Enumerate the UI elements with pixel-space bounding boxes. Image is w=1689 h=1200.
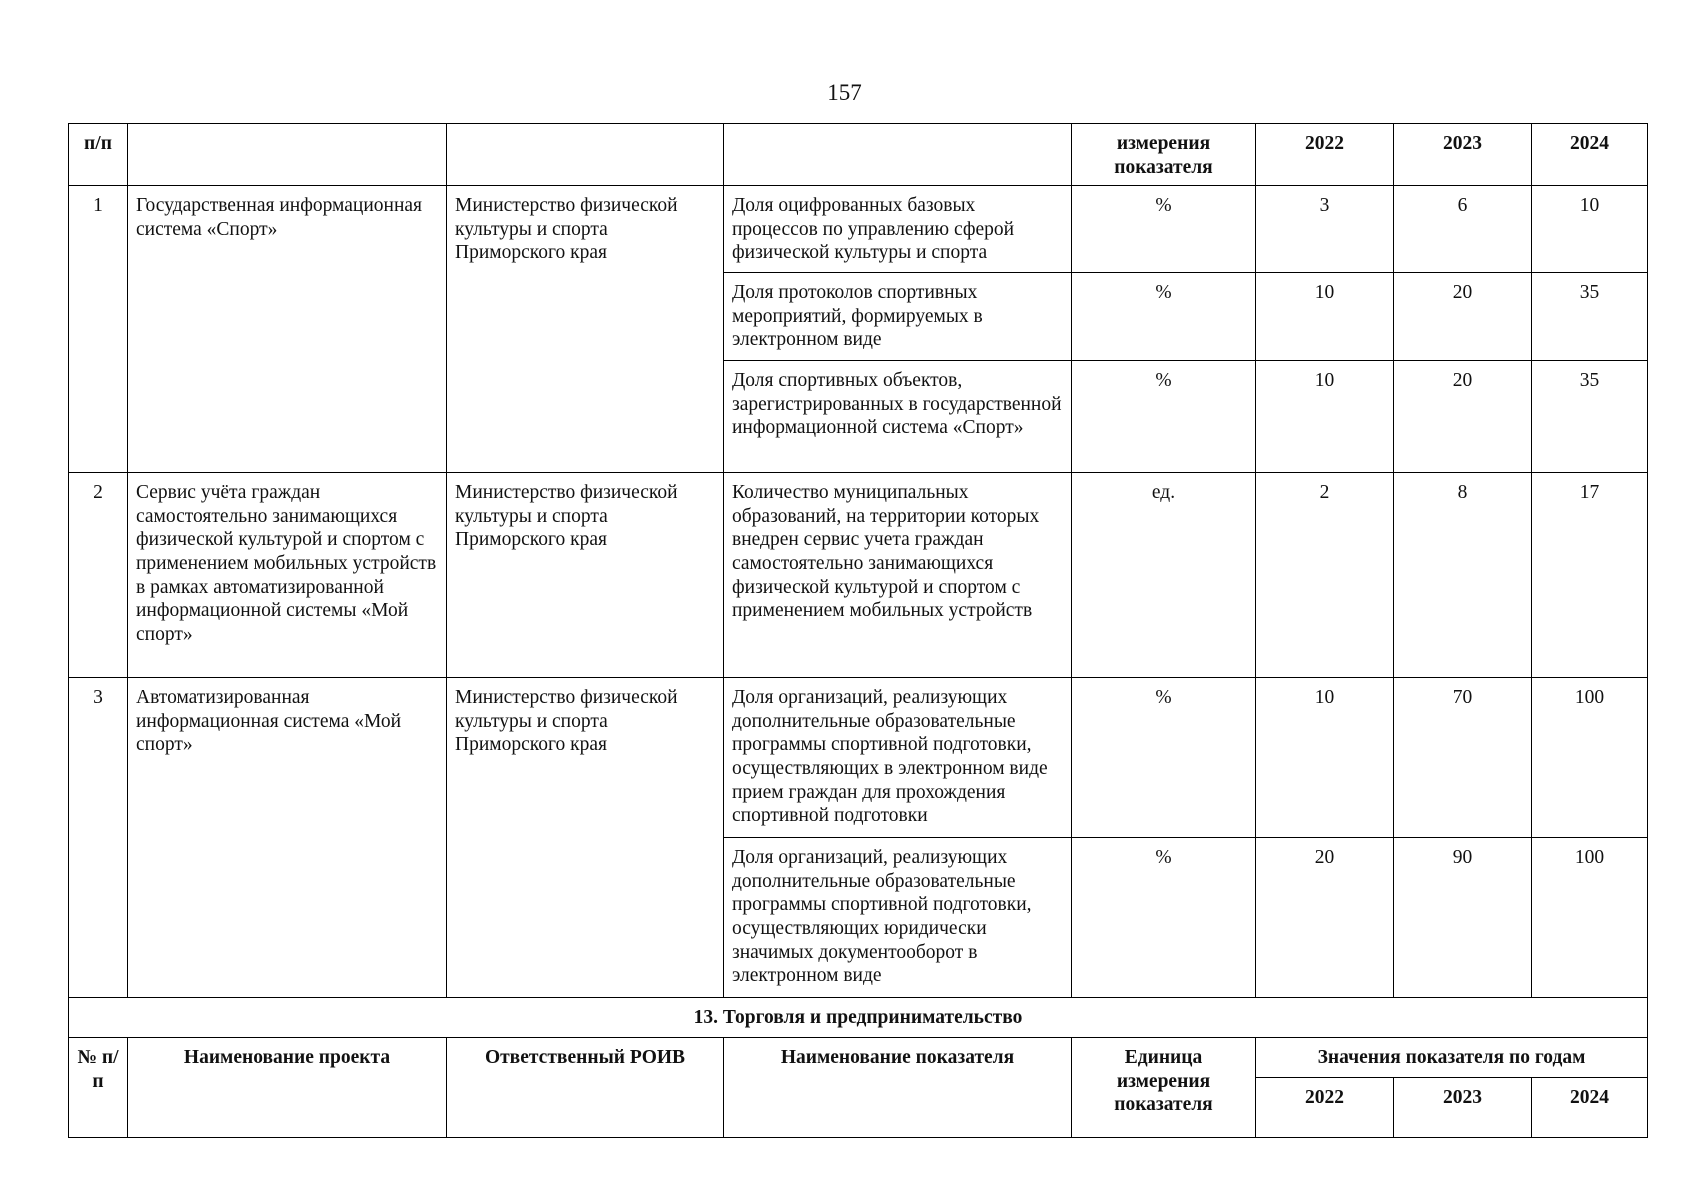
indicator-unit: ед.	[1072, 473, 1256, 678]
value-2023: 8	[1394, 473, 1532, 678]
indicator-unit: %	[1072, 678, 1256, 838]
value-2023: 20	[1394, 361, 1532, 473]
indicator-name: Доля организаций, реализующих дополнительные образовательные программы спортивной подготовки, осуществляющих юридически значимых документооборот в электронном виде	[724, 838, 1072, 998]
value-2024: 35	[1532, 273, 1648, 361]
indicator-unit: %	[1072, 361, 1256, 473]
header-year-2022: 2022	[1256, 124, 1394, 186]
indicator-unit: %	[1072, 273, 1256, 361]
value-2023: 70	[1394, 678, 1532, 838]
table-row	[69, 473, 1648, 678]
table-row	[69, 678, 1648, 838]
header-unit: Единица измерения показателя	[1072, 1038, 1256, 1138]
project-num: 1	[69, 186, 128, 473]
header-values-by-year: Значения показателя по годам	[1256, 1038, 1648, 1078]
project-num: 2	[69, 473, 128, 678]
section-row	[69, 998, 1648, 1038]
indicator-name: Доля организаций, реализующих дополнительные образовательные программы спортивной подготовки, осуществляющих в электронном виде прием граждан для прохождения спортивной подготовки	[724, 678, 1072, 838]
header-year-2024: 2024	[1532, 1078, 1648, 1138]
value-2022: 10	[1256, 273, 1394, 361]
project-name: Сервис учёта граждан самостоятельно занимающихся физической культурой и спортом с применением мобильных устройств в рамках автоматизированной информационной системы «Мой спорт»	[128, 473, 447, 678]
value-2022: 10	[1256, 678, 1394, 838]
value-2024: 17	[1532, 473, 1648, 678]
value-2022: 2	[1256, 473, 1394, 678]
header-year-2024: 2024	[1532, 124, 1648, 186]
value-2024: 100	[1532, 678, 1648, 838]
project-roiv: Министерство физической культуры и спорта Приморского края	[447, 678, 724, 998]
header-year-2022: 2022	[1256, 1078, 1394, 1138]
indicator-name: Доля протоколов спортивных мероприятий, формируемых в электронном виде	[724, 273, 1072, 361]
indicator-unit: %	[1072, 186, 1256, 273]
header-roiv-empty	[447, 124, 724, 186]
header-name-empty	[128, 124, 447, 186]
project-roiv: Министерство физической культуры и спорта Приморского края	[447, 473, 724, 678]
value-2022: 20	[1256, 838, 1394, 998]
project-roiv: Министерство физической культуры и спорта Приморского края	[447, 186, 724, 473]
header-num: п/п	[69, 124, 128, 186]
header-roiv: Ответственный РОИВ	[447, 1038, 724, 1138]
project-name: Государственная информационная система «Спорт»	[128, 186, 447, 473]
header-indicator-name: Наименование показателя	[724, 1038, 1072, 1138]
header-indicator-empty	[724, 124, 1072, 186]
header-unit: измерения показателя	[1072, 124, 1256, 186]
indicator-name: Доля спортивных объектов, зарегистрированных в государственной информационной система «Спорт»	[724, 361, 1072, 473]
section-title: 13. Торговля и предпринимательство	[69, 998, 1648, 1038]
header-year-2023: 2023	[1394, 1078, 1532, 1138]
project-num: 3	[69, 678, 128, 998]
value-2023: 90	[1394, 838, 1532, 998]
value-2024: 35	[1532, 361, 1648, 473]
section-header-row	[69, 1038, 1648, 1078]
indicator-name: Количество муниципальных образований, на территории которых внедрен сервис учета граждан самостоятельно занимающихся физической культурой и спортом с применением мобильных устройств	[724, 473, 1072, 678]
header-num: № п/п	[69, 1038, 128, 1138]
indicators-table	[68, 123, 1648, 1138]
value-2024: 10	[1532, 186, 1648, 273]
value-2024: 100	[1532, 838, 1648, 998]
value-2022: 3	[1256, 186, 1394, 273]
value-2023: 20	[1394, 273, 1532, 361]
project-name: Автоматизированная информационная система «Мой спорт»	[128, 678, 447, 998]
table-row	[69, 186, 1648, 273]
value-2023: 6	[1394, 186, 1532, 273]
page-number: 157	[827, 80, 862, 105]
header-project-name: Наименование проекта	[128, 1038, 447, 1138]
indicator-name: Доля оцифрованных базовых процессов по управлению сферой физической культуры и спорта	[724, 186, 1072, 273]
continuation-header-row	[69, 124, 1648, 186]
value-2022: 10	[1256, 361, 1394, 473]
indicator-unit: %	[1072, 838, 1256, 998]
header-year-2023: 2023	[1394, 124, 1532, 186]
